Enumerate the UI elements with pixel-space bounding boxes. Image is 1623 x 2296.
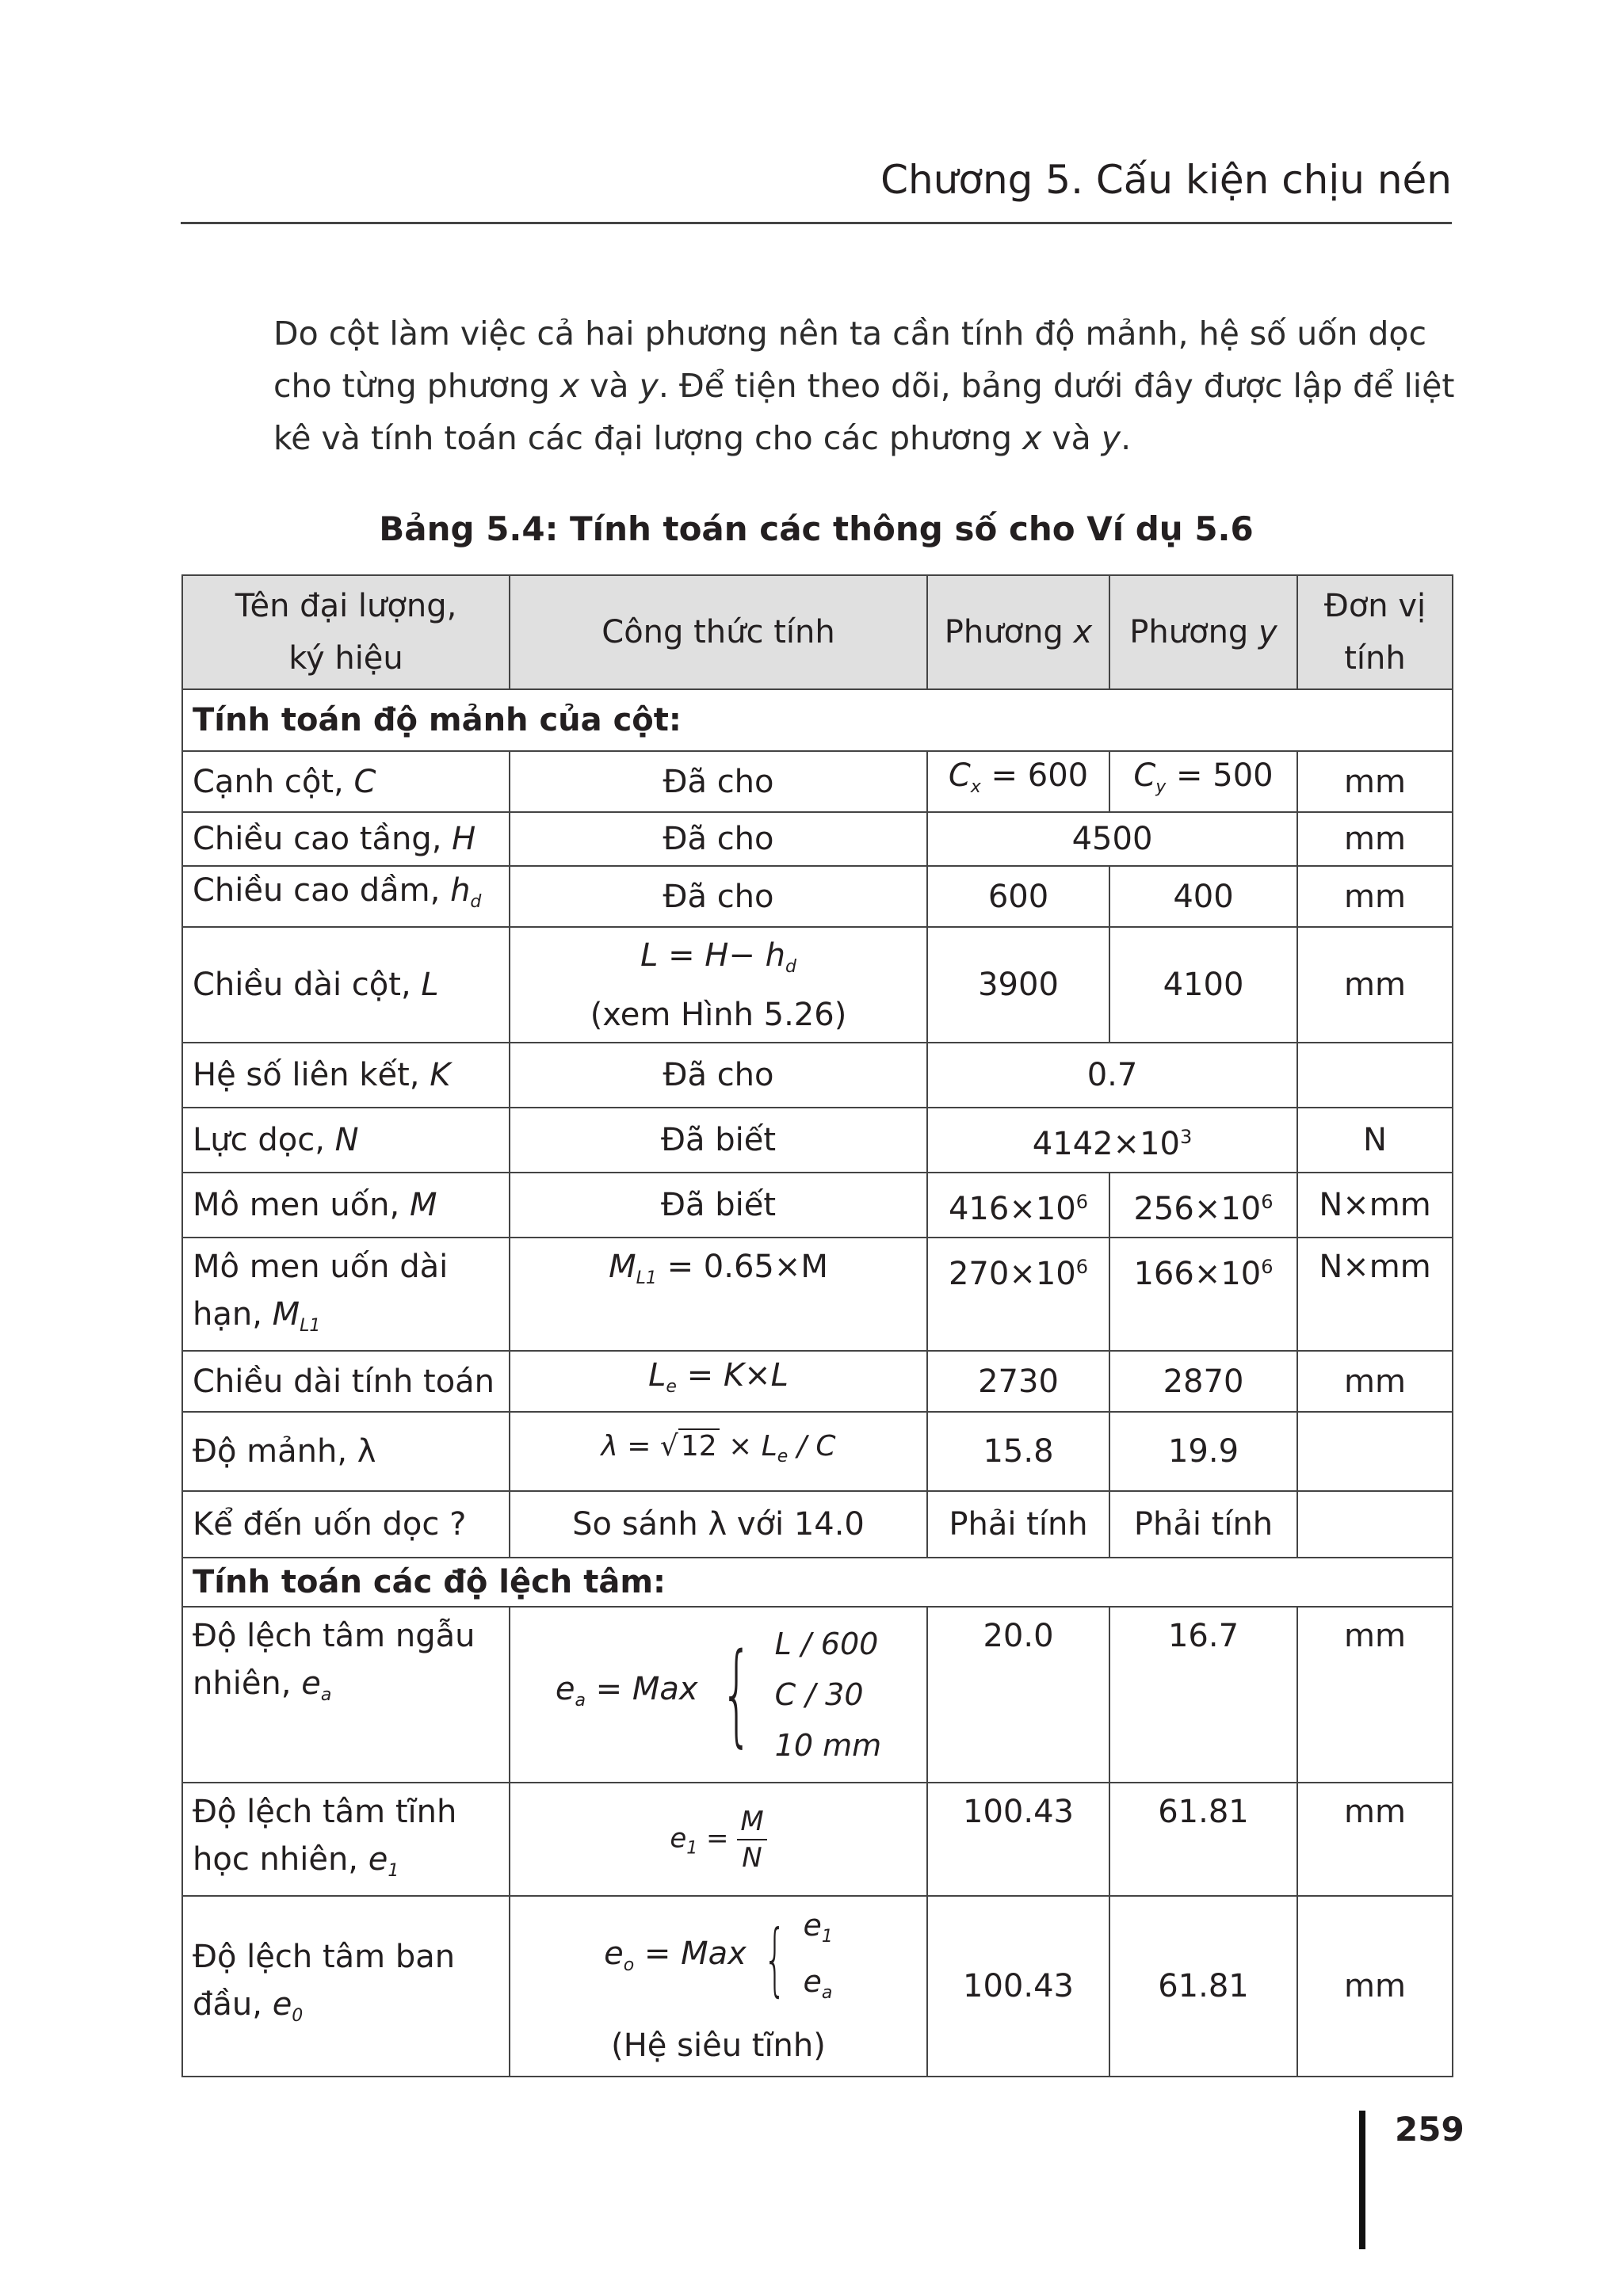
row-symbol-sub: d	[470, 892, 482, 912]
formula-lhs	[556, 1665, 698, 1725]
row-unit: mm	[1297, 1783, 1453, 1896]
row-name-text: Lực dọc,	[193, 1122, 335, 1158]
formula-symbol: M	[609, 1249, 636, 1285]
row-symbol: e	[368, 1841, 388, 1878]
case-1	[803, 1903, 832, 1959]
formula-text: × L	[719, 1429, 777, 1463]
cy-value: = 500	[1166, 757, 1274, 794]
header-unit-line1: Đơn vị	[1323, 588, 1426, 624]
formula-max: = Max	[634, 1935, 747, 1972]
intro-paragraph	[273, 307, 1456, 464]
formula-text: = K×L	[676, 1357, 789, 1394]
fraction	[737, 1804, 766, 1875]
row-name: Kể đến uốn dọc ?	[182, 1491, 510, 1558]
row-formula	[510, 1607, 927, 1783]
row-value-y	[1109, 1173, 1297, 1238]
row-symbol-sub: 0	[292, 2005, 304, 2026]
formula-sub: e	[666, 1377, 677, 1397]
row-value-y: 400	[1109, 866, 1297, 927]
row-value-x: 3900	[927, 927, 1109, 1043]
row-value-xy: 0.7	[927, 1043, 1297, 1108]
formula-text: L = H− h	[640, 936, 785, 974]
row-name-line1: Độ lệch tâm ngẫu	[193, 1618, 475, 1654]
case-2: C / 30	[774, 1677, 864, 1712]
row-formula: Đã biết	[510, 1108, 927, 1173]
row-value-y: Phải tính	[1109, 1491, 1297, 1558]
value-exponent: 6	[1261, 1190, 1274, 1213]
header-unit	[1297, 575, 1453, 689]
section-slenderness: Tính toán độ mảnh của cột:	[182, 689, 1453, 751]
table-caption: Bảng 5.4: Tính toán các thông số cho Ví dụ 5.6	[379, 509, 1254, 548]
formula-max: = Max	[585, 1670, 698, 1707]
table-row	[182, 1783, 1453, 1896]
row-formula	[510, 1896, 927, 2077]
parameter-table	[181, 574, 1453, 2077]
row-name-line1: Độ lệch tâm tĩnh	[193, 1794, 457, 1830]
table-row	[182, 1173, 1453, 1238]
row-formula: So sánh λ với 14.0	[510, 1491, 927, 1558]
row-name	[182, 1238, 510, 1351]
table-row	[182, 812, 1453, 866]
intro-text-3: . Để tiện theo dõi, bảng dưới đây được lập để liệt kê và tính toán các đại lượng cho các phương	[273, 367, 1455, 457]
formula-note: (Hệ siêu tĩnh)	[611, 2027, 826, 2064]
page-number: 259	[1395, 2110, 1465, 2149]
row-unit: N×mm	[1297, 1173, 1453, 1238]
row-formula: Đã cho	[510, 751, 927, 812]
section-eccentricity: Tính toán các độ lệch tâm:	[182, 1558, 1453, 1607]
row-value-xy: 4500	[927, 812, 1297, 866]
cy-sub: y	[1155, 777, 1167, 797]
row-value-x: 2730	[927, 1351, 1109, 1412]
value-base: 4142×10	[1032, 1125, 1180, 1162]
cx-symbol: C	[948, 757, 971, 794]
row-name-text: Chiều dài cột,	[193, 967, 422, 1003]
row-name-text: Chiều cao dầm,	[193, 872, 451, 909]
row-name	[182, 1108, 510, 1173]
case-1-symbol: e	[803, 1908, 822, 1943]
row-value-x	[927, 1238, 1109, 1351]
value-exponent: 6	[1075, 1190, 1089, 1213]
formula-sub: e	[777, 1446, 789, 1466]
page-marker-bar	[1359, 2111, 1365, 2249]
row-symbol: L	[421, 967, 439, 1003]
row-symbol-sub: L1	[300, 1316, 321, 1336]
intro-text-and: và	[1041, 419, 1102, 457]
value-base: 270×10	[948, 1256, 1076, 1292]
value-base: 416×10	[948, 1190, 1076, 1227]
intro-text-1: Do cột làm việc cả hai phương nên ta cần tính độ mảnh, hệ số uốn dọc cho từng phương	[273, 315, 1427, 405]
row-symbol: C	[353, 763, 376, 800]
row-value-y: 4100	[1109, 927, 1297, 1043]
value-exponent: 3	[1179, 1125, 1193, 1148]
row-unit: N×mm	[1297, 1238, 1453, 1351]
intro-var-x: x	[559, 367, 580, 405]
row-name	[182, 866, 510, 927]
header-name-line1: Tên đại lượng,	[235, 588, 457, 624]
row-symbol: M	[409, 1187, 437, 1223]
row-value-x	[927, 1173, 1109, 1238]
header-direction-x	[927, 575, 1109, 689]
table-row	[182, 1491, 1453, 1558]
row-name: Chiều dài tính toán	[182, 1351, 510, 1412]
row-formula: $e_1$ = $\frac{M}{N}$	[510, 1783, 927, 1896]
row-value-xy	[927, 1108, 1297, 1173]
value-exponent: 6	[1075, 1256, 1089, 1278]
table-row	[182, 1351, 1453, 1412]
formula-lhs-sub: o	[623, 1955, 635, 1975]
formula-lhs	[604, 1930, 747, 1989]
formula-lhs-symbol: e	[604, 1935, 624, 1972]
row-value-y	[1109, 1238, 1297, 1351]
formula-text-end: / C	[788, 1429, 836, 1463]
row-name-line1: Mô men uốn dài	[193, 1249, 449, 1285]
formula-lhs-symbol: e	[670, 1822, 687, 1854]
table-row	[182, 1607, 1453, 1783]
row-unit	[1297, 1043, 1453, 1108]
case-1: L / 600	[774, 1627, 879, 1661]
intro-var-y: y	[639, 367, 659, 405]
cx-value: = 600	[980, 757, 1089, 794]
row-symbol-sub: a	[320, 1685, 332, 1705]
table-row	[182, 1412, 1453, 1491]
row-name	[182, 1607, 510, 1783]
case-1-sub: 1	[821, 1927, 833, 1947]
table-row	[182, 927, 1453, 1043]
row-unit: mm	[1297, 866, 1453, 927]
row-value-x: 15.8	[927, 1412, 1109, 1491]
row-formula	[510, 1351, 927, 1412]
row-formula: Đã biết	[510, 1173, 927, 1238]
case-list	[775, 1619, 881, 1771]
intro-text-4: .	[1121, 419, 1132, 457]
intro-text-2: và	[579, 367, 640, 405]
formula-lhs-sub: 1	[686, 1838, 698, 1858]
cx-sub: x	[970, 777, 981, 797]
row-value-x: 20.0	[927, 1607, 1109, 1783]
row-unit: mm	[1297, 1896, 1453, 2077]
case-2-symbol: e	[803, 1964, 822, 1999]
value-base: 166×10	[1133, 1256, 1262, 1292]
row-value-y: 19.9	[1109, 1412, 1297, 1491]
row-symbol: e	[301, 1665, 321, 1702]
row-formula	[510, 1412, 927, 1491]
row-symbol: N	[334, 1122, 359, 1158]
table-row	[182, 1043, 1453, 1108]
header-row	[182, 575, 1453, 689]
section-row	[182, 1558, 1453, 1607]
header-rule	[181, 222, 1452, 224]
row-symbol: K	[430, 1057, 451, 1093]
table-row	[182, 1108, 1453, 1173]
sqrt-icon: √	[659, 1429, 678, 1463]
row-name	[182, 1783, 510, 1896]
row-unit: mm	[1297, 927, 1453, 1043]
value-exponent: 6	[1261, 1256, 1274, 1278]
formula-text: = 0.65×M	[656, 1249, 828, 1285]
row-formula: Đã cho	[510, 812, 927, 866]
formula-lhs-symbol: e	[555, 1670, 575, 1707]
fraction-denominator: N	[742, 1841, 762, 1874]
max-formula	[556, 1619, 881, 1771]
header-name	[182, 575, 510, 689]
chapter-header: Chương 5. Cấu kiện chịu nén	[880, 157, 1452, 203]
formula-lhs: λ =	[601, 1429, 660, 1463]
row-name	[182, 812, 510, 866]
row-symbol: M	[272, 1296, 300, 1333]
section-row	[182, 689, 1453, 751]
max-formula	[604, 1903, 833, 2016]
row-name-text: Chiều cao tầng,	[193, 821, 453, 857]
case-list	[803, 1903, 832, 2016]
row-symbol: e	[272, 1985, 292, 2023]
header-x-var: x	[1073, 614, 1093, 650]
intro-var-y-2: y	[1101, 419, 1121, 457]
left-brace-icon: {	[720, 1630, 753, 1759]
formula-sub: d	[785, 956, 796, 977]
row-value-x	[927, 751, 1109, 812]
row-value-x: 100.43	[927, 1896, 1109, 2077]
header-name-line2: ký hiệu	[288, 640, 403, 677]
row-value-x: Phải tính	[927, 1491, 1109, 1558]
row-value-y: 61.81	[1109, 1783, 1297, 1896]
case-2-sub: a	[821, 1983, 833, 2003]
cy-symbol: C	[1133, 757, 1156, 794]
header-direction-y	[1109, 575, 1297, 689]
row-formula	[510, 1238, 927, 1351]
fraction-numerator: M	[737, 1804, 766, 1840]
row-formula: Đã cho	[510, 866, 927, 927]
row-unit: N	[1297, 1108, 1453, 1173]
row-symbol: H	[452, 821, 476, 857]
header-x-label: Phương	[944, 614, 1074, 650]
row-value-x: 600	[927, 866, 1109, 927]
value-base: 256×10	[1133, 1190, 1262, 1227]
table-row	[182, 751, 1453, 812]
row-name: Độ mảnh, λ	[182, 1412, 510, 1491]
header-unit-line2: tính	[1344, 640, 1406, 677]
row-value-y	[1109, 751, 1297, 812]
row-name	[182, 751, 510, 812]
row-formula: Đã cho	[510, 1043, 927, 1108]
row-name-text: nhiên,	[193, 1665, 302, 1702]
row-value-y: 16.7	[1109, 1607, 1297, 1783]
row-value-y: 2870	[1109, 1351, 1297, 1412]
row-name	[182, 1173, 510, 1238]
formula-symbol: L	[648, 1357, 666, 1394]
left-brace-icon: {	[763, 1913, 786, 2005]
row-unit: mm	[1297, 751, 1453, 812]
table-row	[182, 1238, 1453, 1351]
row-unit	[1297, 1412, 1453, 1491]
row-name-text: đầu,	[193, 1985, 273, 2023]
case-3: 10 mm	[774, 1728, 882, 1763]
row-unit: mm	[1297, 812, 1453, 866]
row-unit: mm	[1297, 1351, 1453, 1412]
row-name-text: hạn,	[193, 1296, 273, 1333]
row-value-y: 61.81	[1109, 1896, 1297, 2077]
row-symbol-sub: 1	[388, 1861, 399, 1881]
table-row	[182, 866, 1453, 927]
header-y-var: y	[1258, 614, 1277, 650]
row-name-text: Hệ số liên kết,	[193, 1057, 430, 1093]
formula-sub: L1	[636, 1268, 657, 1288]
row-name	[182, 927, 510, 1043]
formula-radicand: 12	[678, 1428, 720, 1463]
row-name-text: Cạnh cột,	[193, 763, 354, 800]
row-name-text: học nhiên,	[193, 1841, 369, 1878]
row-name-text: Mô men uốn,	[193, 1187, 410, 1223]
row-name-line1: Độ lệch tâm ban	[193, 1938, 456, 1975]
formula-note: (xem Hình 5.26)	[590, 996, 847, 1033]
row-name	[182, 1043, 510, 1108]
row-formula	[510, 927, 927, 1043]
formula-lhs-sub: a	[575, 1690, 586, 1711]
row-name	[182, 1896, 510, 2077]
case-2	[803, 1959, 832, 2016]
row-unit	[1297, 1491, 1453, 1558]
intro-var-x-2: x	[1022, 419, 1042, 457]
row-unit: mm	[1297, 1607, 1453, 1783]
row-value-x: 100.43	[927, 1783, 1109, 1896]
header-formula: Công thức tính	[510, 575, 927, 689]
table-row	[182, 1896, 1453, 2077]
header-y-label: Phương	[1129, 614, 1259, 650]
row-symbol: h	[450, 872, 471, 909]
